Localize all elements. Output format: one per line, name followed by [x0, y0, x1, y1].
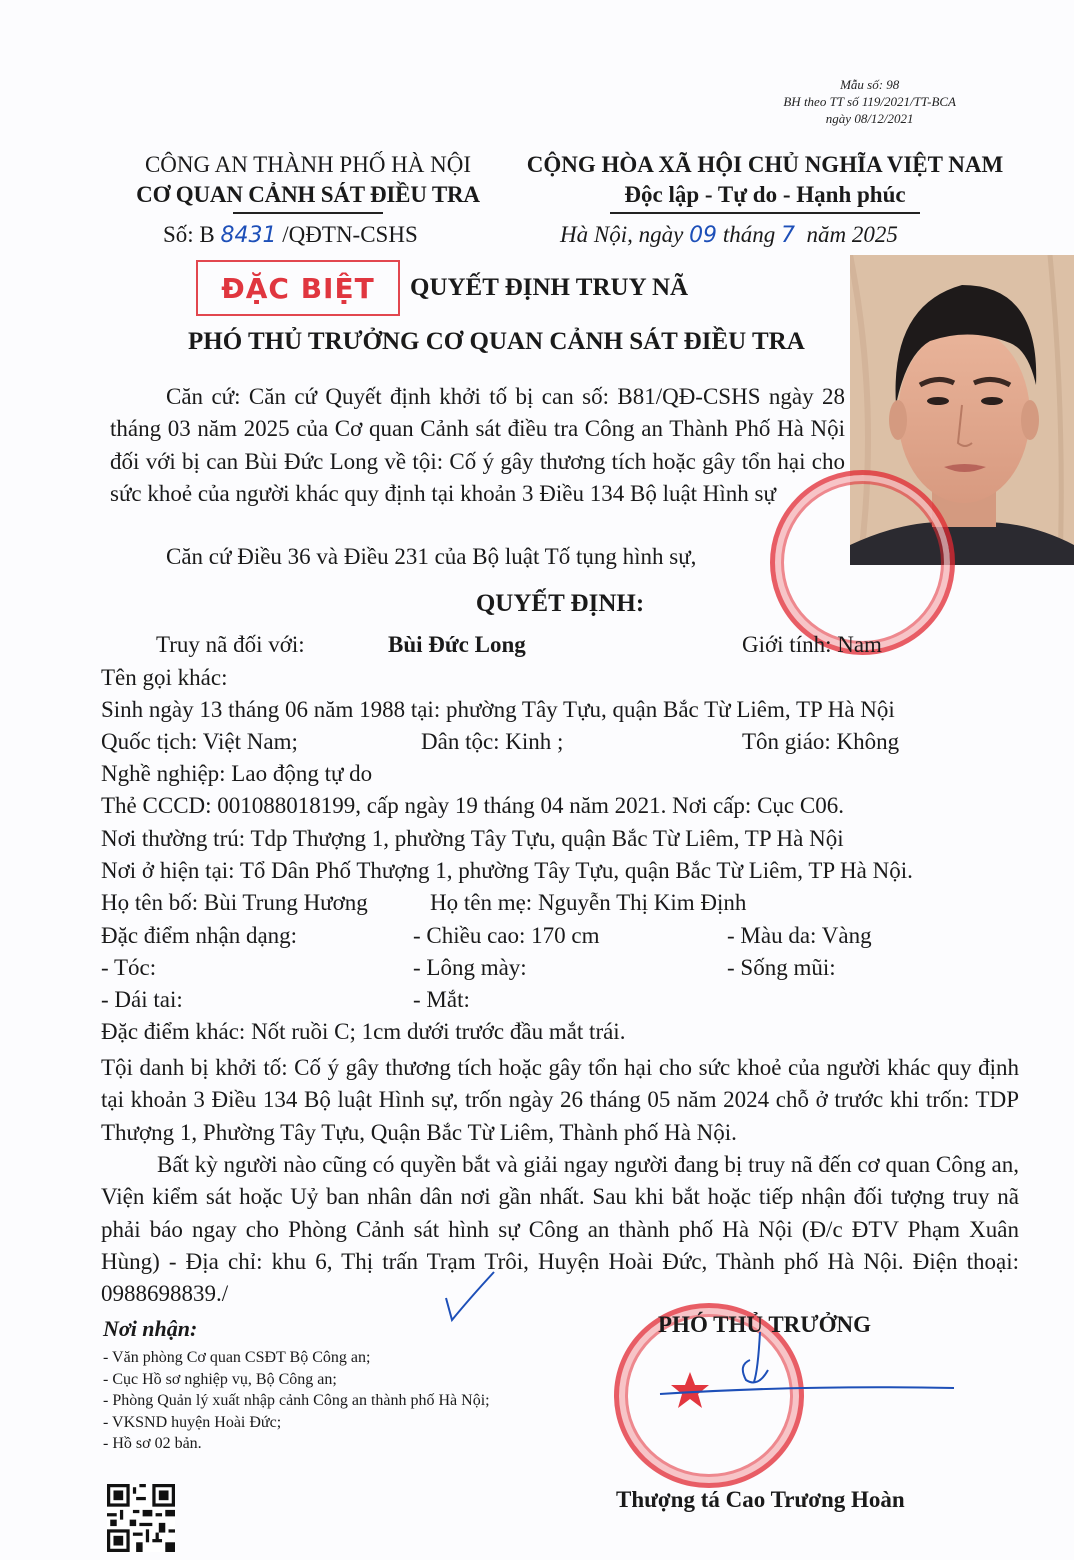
subject-gender: Giới tính: Nam — [742, 632, 882, 657]
form-circular: BH theo TT số 119/2021/TT-BCA — [783, 94, 956, 109]
subject-father: Họ tên bố: Bùi Trung Hương — [101, 890, 368, 915]
issuer-header — [118, 150, 498, 214]
country-name: CỘNG HÒA XÃ HỘI CHỦ NGHĨA VIỆT NAM — [526, 152, 1004, 177]
subject-birth: Sinh ngày 13 tháng 06 năm 1988 tại: phường Tây Tựu, quận Bắc Từ Liêm, TP Hà Nội — [101, 697, 895, 722]
subject-ethnicity: Dân tộc: Kinh ; — [421, 729, 564, 754]
document-title: QUYẾT ĐỊNH TRUY NÃ — [410, 274, 689, 301]
special-stamp: ĐẶC BIỆT — [196, 260, 400, 316]
subject-occupation: Nghề nghiệp: Lao động tự do — [101, 761, 373, 786]
handwritten-number: 8431 — [220, 223, 277, 248]
recipients-heading: Nơi nhận: — [103, 1316, 198, 1341]
identification-earlobe: - Dái tai: — [101, 987, 183, 1012]
subject-nationality: Quốc tịch: Việt Nam; — [101, 729, 298, 754]
identification-other: Đặc điểm khác: Nốt ruồi C; 1cm dưới trước đầu mắt trái. — [101, 1019, 626, 1044]
handwritten-check-icon — [440, 1268, 500, 1328]
national-motto: Độc lập - Tự do - Hạnh phúc — [624, 182, 906, 207]
identification-label: Đặc điểm nhận dạng: — [101, 923, 298, 948]
subject-permanent-address: Nơi thường trú: Tdp Thượng 1, phường Tây Tựu, quận Bắc Từ Liêm, TP Hà Nội — [101, 826, 844, 851]
motto-underline — [610, 212, 920, 214]
issuer-line2: CƠ QUAN CẢNH SÁT ĐIỀU TRA — [136, 182, 480, 207]
identification-eyebrows: - Lông mày: — [413, 955, 527, 980]
issuer-line1: CÔNG AN THÀNH PHỐ HÀ NỘI — [144, 152, 472, 177]
handwritten-signature — [650, 1330, 960, 1405]
form-date: ngày 08/12/2021 — [825, 111, 914, 126]
identification-hair: - Tóc: — [101, 955, 157, 980]
basis-paragraph-1: Căn cứ: Căn cứ Quyết định khởi tố bị can số: B81/QĐ-CSHS ngày 28 tháng 03 năm 2025 của Cơ quan Cảnh sát điều tra Công an Thành Phố Hà Nội đối với bị can Bùi Đức Long về tội: Cố ý gây thương tích hoặc gây tổn hại cho sức khoẻ của người khác quy định tại khoản 3 Điều 134 Bộ luật Hình sự — [110, 384, 845, 506]
issue-date: Hà Nội, ngày 09 tháng 7 năm 2025 — [560, 222, 898, 248]
qr-code — [107, 1484, 175, 1552]
wanted-label: Truy nã đối với: — [156, 632, 305, 657]
issuer-underline — [233, 212, 383, 214]
subject-name: Bùi Đức Long — [388, 632, 526, 657]
national-header — [510, 150, 1020, 214]
recipient-item: - Văn phòng Cơ quan CSĐT Bộ Công an; — [103, 1349, 371, 1366]
form-number: Mẫu số: 98 — [840, 77, 900, 92]
identification-eyes: - Mắt: — [413, 987, 470, 1012]
signer-name: Thượng tá Cao Trương Hoàn — [616, 1487, 905, 1512]
decision-heading: QUYẾT ĐỊNH: — [475, 590, 645, 617]
recipient-item: - Hồ sơ 02 bản. — [103, 1435, 202, 1452]
basis-paragraph-2: Căn cứ Điều 36 và Điều 231 của Bộ luật Tố tụng hình sự, — [166, 544, 697, 569]
signer-title: PHÓ THỦ TRƯỞNG — [658, 1312, 871, 1337]
document-number: Số: B 8431 /QĐTN-CSHS — [163, 222, 418, 248]
form-reference — [783, 76, 956, 127]
subject-id-card: Thẻ CCCD: 001088018199, cấp ngày 19 tháng 04 năm 2021. Nơi cấp: Cục C06. — [101, 793, 844, 818]
identification-skin: - Màu da: Vàng — [727, 923, 872, 948]
recipient-item: - Cục Hồ sơ nghiệp vụ, Bộ Công an; — [103, 1370, 337, 1388]
authority-title: PHÓ THỦ TRƯỞNG CƠ QUAN CẢNH SÁT ĐIỀU TRA — [188, 328, 805, 355]
subject-mother: Họ tên mẹ: Nguyễn Thị Kim Định — [430, 890, 747, 915]
subject-religion: Tôn giáo: Không — [742, 729, 900, 754]
subject-current-address: Nơi ở hiện tại: Tổ Dân Phố Thượng 1, phường Tây Tựu, quận Bắc Từ Liêm, TP Hà Nội. — [101, 858, 913, 883]
instruction-paragraph: Bất kỳ người nào cũng có quyền bắt và giải ngay người đang bị truy nã đến cơ quan Công an, Viện kiểm sát hoặc Uỷ ban nhân dân nơi gần nhất. Sau khi bắt hoặc tiếp nhận đối tượng truy nã phải báo ngay cho Phòng Cảnh sát hình sự Công an thành phố Hà Nội (Đ/c ĐTV Phạm Xuân Hùng) - Địa chỉ: khu 6, Thị trấn Trạm Trôi, Huyện Hoài Đức, Thành phố Hà Nội. Điện thoại: 0988698839./ — [101, 1152, 1019, 1307]
recipients-list — [103, 1347, 523, 1455]
recipient-item: - Phòng Quản lý xuất nhập cảnh Công an thành phố Hà Nội; — [103, 1392, 490, 1409]
charge-paragraph: Tội danh bị khởi tố: Cố ý gây thương tích hoặc gây tổn hại cho sức khoẻ của người khác quy định tại khoản 3 Điều 134 Bộ luật Hình sự, trốn ngày 26 tháng 05 năm 2024 chỗ ở trước khi trốn: TDP Thượng 1, Phường Tây Tựu, Quận Bắc Từ Liêm, Thành phố Hà Nội. — [101, 1055, 1019, 1145]
subject-alias: Tên gọi khác: — [101, 665, 228, 690]
identification-height: - Chiều cao: 170 cm — [413, 923, 600, 948]
handwritten-day: 09 — [689, 223, 718, 248]
recipient-item: - VKSND huyện Hoài Đức; — [103, 1413, 282, 1431]
handwritten-month: 7 — [780, 223, 795, 248]
identification-nose: - Sống mũi: — [727, 955, 836, 980]
